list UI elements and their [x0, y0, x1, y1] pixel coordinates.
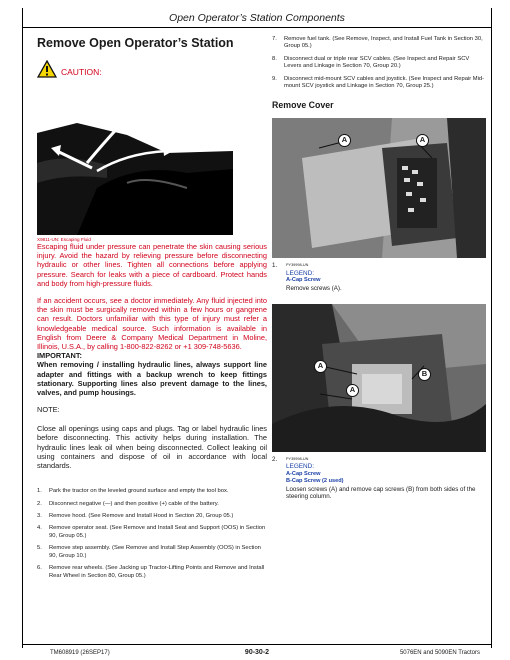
escaping-fluid-figure	[37, 93, 233, 235]
right-steps-list	[272, 36, 486, 90]
list-item: 6. Remove rear wheels. (See Jacking up Tractor-Lifting Points and Remove and Install Rear Wheel in Section 80, Group 05.)	[37, 565, 265, 579]
left-column	[37, 36, 267, 585]
important-text: When removing / installing hydraulic lines, always support line adapter and fittings with a backup wrench to keep fittings stationary. Supporting lines also prevent damage to the lines, valves, and pump housings.	[37, 360, 267, 398]
caution-label: CAUTION:	[61, 66, 102, 77]
warning-triangle-icon	[37, 60, 57, 83]
accident-warning-text: If an accident occurs, see a doctor immediately. Any fluid injected into the skin must be surgically removed within a few hours or gangrene can result. Doctors unfamiliar with this type of injury must refer a knowledgeable medical source. Such information is available in English from Deere & Company Medical Department in Moline, Illinois, U.S.A., by calling 1-800-822-8262 or +1 309-748-5636.	[37, 296, 267, 352]
fluid-warning-text: Escaping fluid under pressure can penetrate the skin causing serious injury. Avoid the hazard by relieving pressure before disconnecting hydraulic or other lines. Tighten all connections before applying pressure. Search for leaks with a piece of cardboard. Protect hands and body from high-pressure fluids.	[37, 242, 267, 288]
right-column	[272, 36, 486, 501]
page-header: Open Operator’s Station Components	[22, 8, 492, 28]
callout-a: A	[416, 134, 429, 147]
figure-caption: X9811-UN: Escaping Fluid	[37, 237, 91, 242]
steering-column-photo	[272, 304, 486, 452]
footer-product: 5076EN and 5090EN Tractors	[399, 650, 480, 656]
subsection-title: Remove Cover	[272, 100, 334, 111]
section-title: Remove Open Operator’s Station	[37, 36, 234, 50]
callout-a: A	[314, 360, 327, 373]
figure-1-legend: 1. PY39998-UN LEGEND: A-Cap Screw Remove screws (A).	[272, 262, 342, 292]
list-item: 2. Disconnect negative (—) and then positive (+) cable of the battery.	[37, 500, 219, 507]
list-item: 4. Remove operator seat. (See Remove and Install Seat and Support (OOS) in Section 90, Group 05.)	[37, 525, 266, 539]
list-item: 8. Disconnect dual or triple rear SCV cables. (See Inspect and Repair SCV Levers and Linkage in Section 70, Group 20.)	[272, 55, 470, 70]
left-steps-list	[37, 488, 267, 580]
figure-2-legend: 2. PY39998-UN LEGEND: A-Cap Screw B-Cap Screw (2 used) Loosen screws (A) and remove cap screws (B) from both sides of the steering column.	[272, 456, 476, 501]
list-item: 7. Remove fuel tank. (See Remove, Inspect, and Install Fuel Tank in Section 30, Group 05.)	[272, 36, 483, 50]
callout-a: A	[338, 134, 351, 147]
list-item: 1. Park the tractor on the leveled ground surface and empty the tool box.	[37, 488, 229, 495]
footer-page-number: 90-30-2	[244, 649, 270, 656]
note-label: NOTE:	[37, 405, 60, 415]
caution-row	[37, 60, 267, 83]
footer-doc-id: TM608919 (26SEP17)	[50, 650, 110, 656]
list-item: 9. Disconnect mid-mount SCV cables and joystick. (See Inspect and Repair Mid-mount SCV joystick and Linkage in Section 70, Group 25.)	[272, 75, 485, 90]
page-footer	[22, 644, 492, 658]
note-text: Close all openings using caps and plugs. Tag or label hydraulic lines before disconnecting. This activity helps during installation. The hydraulic lines leak oil when being disconnected. Collect leaking oil using containers and dispose of oil in accordance with local standards.	[37, 424, 267, 471]
list-item: 3. Remove hood. (See Remove and Install Hood in Section 20, Group 05.)	[37, 513, 234, 520]
callout-a: A	[346, 384, 359, 397]
callout-b: B	[418, 368, 431, 381]
important-label: IMPORTANT:	[37, 351, 83, 361]
cover-photo	[272, 118, 486, 258]
list-item: 5. Remove step assembly. (See Remove and Install Step Assembly (OOS) in Section 90, Group 10.)	[37, 545, 261, 559]
